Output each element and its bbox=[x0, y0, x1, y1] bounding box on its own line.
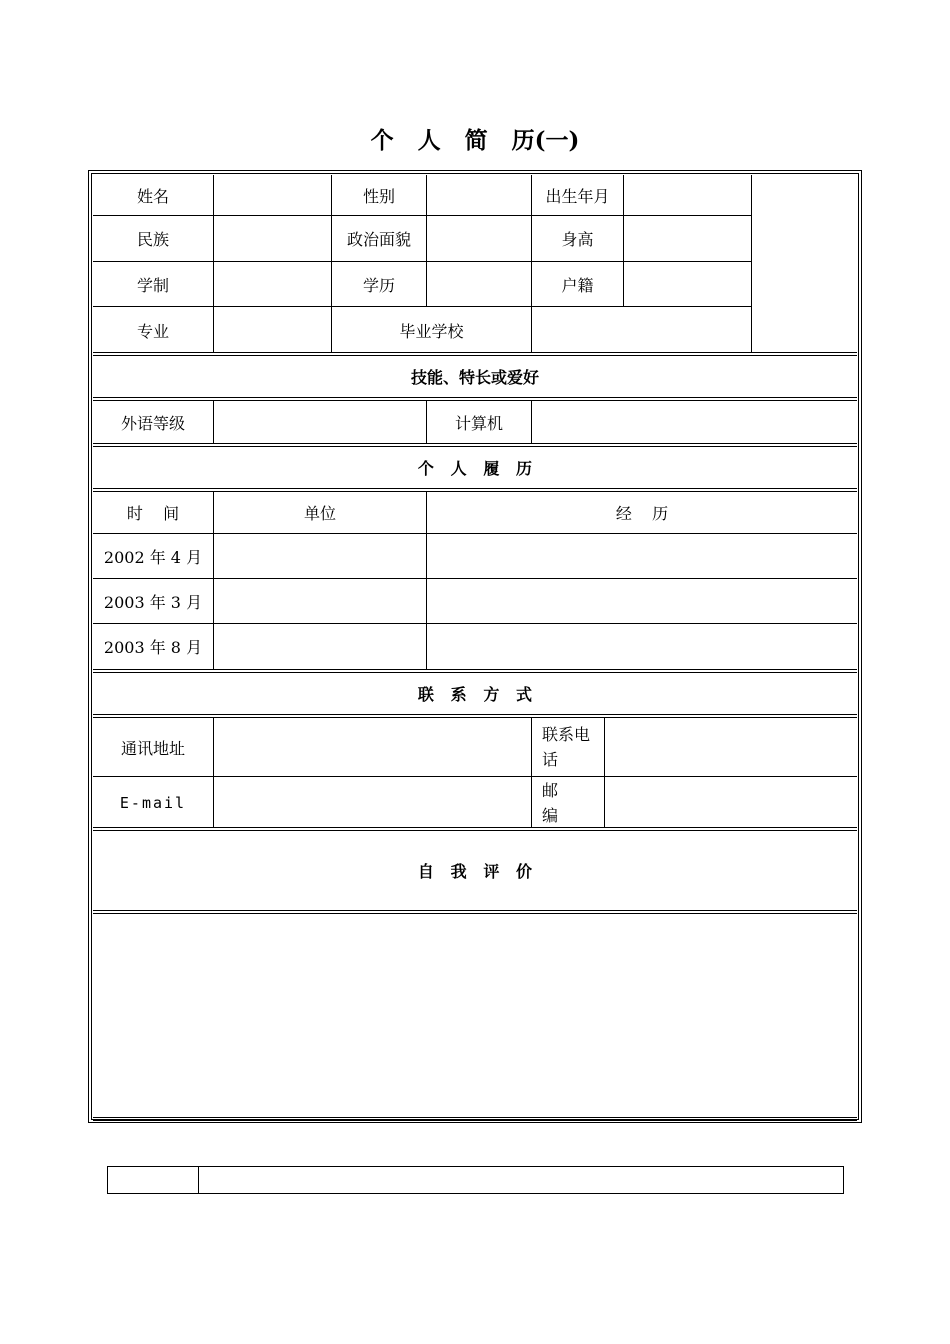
education-field[interactable] bbox=[427, 262, 531, 306]
language-label: 外语等级 bbox=[120, 413, 185, 433]
photo-area[interactable] bbox=[752, 175, 857, 353]
political-field[interactable] bbox=[427, 216, 531, 261]
gender-field[interactable] bbox=[427, 175, 531, 215]
history-row-unit-field[interactable] bbox=[214, 624, 426, 669]
postcode-label bbox=[532, 777, 604, 828]
postcode-label-line: 编 bbox=[542, 805, 559, 825]
schooling-field[interactable] bbox=[214, 262, 331, 306]
ethnicity-field[interactable] bbox=[214, 216, 331, 261]
history-row-time: 2002 年 4 月 bbox=[103, 547, 203, 567]
computer-label: 计算机 bbox=[454, 413, 503, 433]
email-field[interactable] bbox=[214, 777, 531, 828]
history-row-experience-field[interactable] bbox=[427, 534, 857, 578]
skills-header: 技能、特长或爱好 bbox=[410, 368, 539, 387]
birth-label: 出生年月 bbox=[545, 186, 610, 206]
history-col-time: 时 间 bbox=[126, 504, 180, 523]
phone-label bbox=[532, 718, 604, 776]
phone-label-line: 联系电 bbox=[542, 725, 591, 744]
gender-label: 性别 bbox=[362, 186, 395, 206]
ethnicity-label: 民族 bbox=[136, 230, 169, 249]
postcode-field[interactable] bbox=[605, 777, 857, 828]
history-col-unit: 单位 bbox=[303, 504, 336, 523]
history-row-experience-field[interactable] bbox=[427, 624, 857, 669]
school-label: 毕业学校 bbox=[399, 321, 464, 341]
address-field[interactable] bbox=[214, 718, 531, 776]
history-row-unit-field[interactable] bbox=[214, 534, 426, 578]
name-field[interactable] bbox=[214, 175, 331, 215]
section-divider bbox=[93, 1117, 857, 1121]
school-field[interactable] bbox=[532, 307, 751, 353]
height-field[interactable] bbox=[624, 216, 751, 261]
history-row-experience-field[interactable] bbox=[427, 579, 857, 623]
col-divider bbox=[198, 1167, 199, 1193]
computer-field[interactable] bbox=[532, 401, 857, 443]
birth-field[interactable] bbox=[624, 175, 751, 215]
education-label: 学历 bbox=[362, 275, 395, 295]
phone-field[interactable] bbox=[605, 718, 857, 776]
language-field[interactable] bbox=[214, 401, 426, 443]
major-label: 专业 bbox=[136, 321, 169, 341]
evaluation-field[interactable] bbox=[93, 914, 857, 1117]
postcode-label-line: 邮 bbox=[542, 780, 559, 800]
schooling-label: 学制 bbox=[136, 275, 169, 295]
history-header: 个 人 履 历 bbox=[417, 459, 533, 478]
phone-label-line: 话 bbox=[542, 750, 559, 769]
hukou-label: 户籍 bbox=[561, 275, 594, 295]
name-label: 姓名 bbox=[136, 186, 169, 206]
footer-table bbox=[107, 1166, 844, 1194]
political-label: 政治面貌 bbox=[346, 230, 411, 249]
history-row-unit-field[interactable] bbox=[214, 579, 426, 623]
history-col-experience: 经 历 bbox=[615, 504, 669, 523]
history-row-time: 2003 年 8 月 bbox=[103, 638, 203, 657]
evaluation-header: 自 我 评 价 bbox=[417, 862, 533, 881]
height-label: 身高 bbox=[561, 230, 594, 249]
page-title: 个 人 简 历(一) bbox=[370, 127, 580, 154]
contact-header: 联 系 方 式 bbox=[417, 685, 533, 704]
hukou-field[interactable] bbox=[624, 262, 751, 306]
history-row-time: 2003 年 3 月 bbox=[103, 592, 203, 612]
major-field[interactable] bbox=[214, 307, 331, 353]
address-label: 通讯地址 bbox=[120, 738, 185, 758]
email-label: E-mail bbox=[119, 793, 187, 812]
